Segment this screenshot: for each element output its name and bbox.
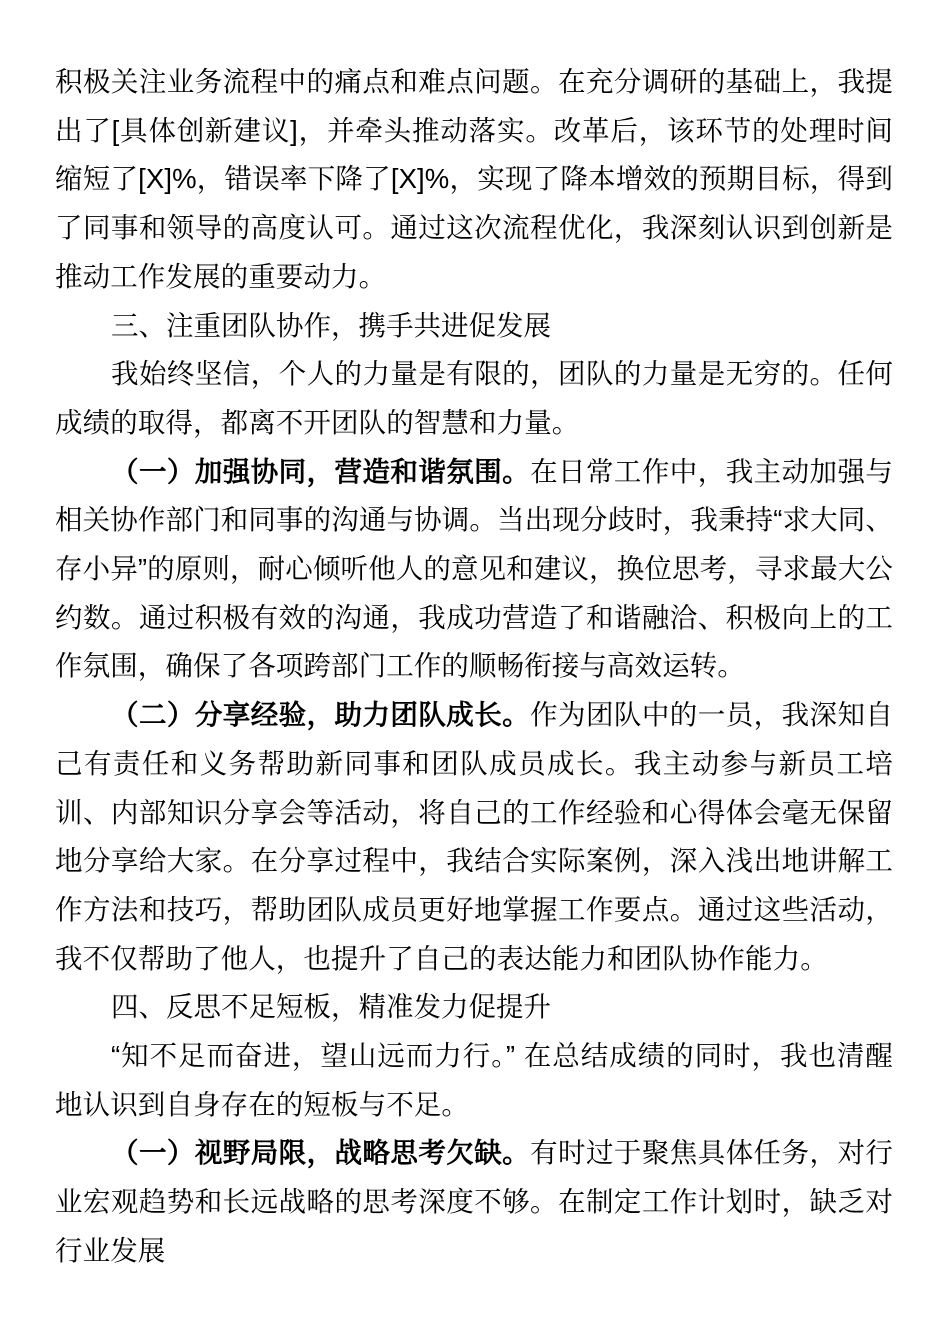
paragraph-6-body: 有时过于聚焦具体任务，对行业宏观趋势和长远战略的思考深度不够。在制定工作计划时，缺乏对行业发展 (55, 1137, 893, 1266)
paragraph-3-body: 在日常工作中，我主动加强与相关协作部门和同事的沟通与协调。当出现分歧时，我秉持“求大同、存小异”的原则，耐心倾听他人的意见和建议，换位思考，寻求最大公约数。通过积极有效的沟通，我成功营造了和谐融洽、积极向上的工作氛围，确保了各项跨部门工作的顺畅衔接与高效运转。 (55, 455, 893, 682)
subheading-lead-two-a: （二）分享经验，助力团队成长。 (111, 699, 531, 731)
paragraph-3 (55, 448, 893, 692)
paragraph-6 (55, 1129, 893, 1275)
paragraph-4-body: 作为团队中的一员，我深知自己有责任和义务帮助新同事和团队成员成长。我主动参与新员工培训、内部知识分享会等活动，将自己的工作经验和心得体会毫无保留地分享给大家。在分享过程中，我结合实际案例，深入浅出地讲解工作方法和技巧，帮助团队成员更好地掌握工作要点。通过这些活动，我不仅帮助了他人，也提升了自己的表达能力和团队协作能力。 (55, 699, 893, 974)
section-heading-three: 三、注重团队协作，携手共进促发展 (111, 309, 551, 341)
subheading-lead-one-b: （一）视野局限，战略思考欠缺。 (111, 1137, 531, 1169)
paragraph-4 (55, 691, 893, 983)
section-heading-four: 四、反思不足短板，精准发力促提升 (111, 991, 551, 1023)
paragraph-1: 积极关注业务流程中的痛点和难点问题。在充分调研的基础上，我提出了[具体创新建议]，并牵头推动落实。改革后，该环节的处理时间缩短了[X]%，错误率下降了[X]%，实现了降本增效的预期目标，得到了同事和领导的高度认可。通过这次流程优化，我深刻认识到创新是推动工作发展的重要动力。 (55, 66, 893, 292)
document-body (55, 58, 893, 1276)
paragraph-5: “知不足而奋进，望山远而力行。” 在总结成绩的同时，我也清醒地认识到自身存在的短板与不足。 (55, 1040, 893, 1120)
paragraph-2: 我始终坚信，个人的力量是有限的，团队的力量是无穷的。任何成绩的取得，都离不开团队的智慧和力量。 (55, 358, 893, 438)
subheading-lead-one-a: （一）加强协同，营造和谐氛围。 (111, 455, 531, 487)
